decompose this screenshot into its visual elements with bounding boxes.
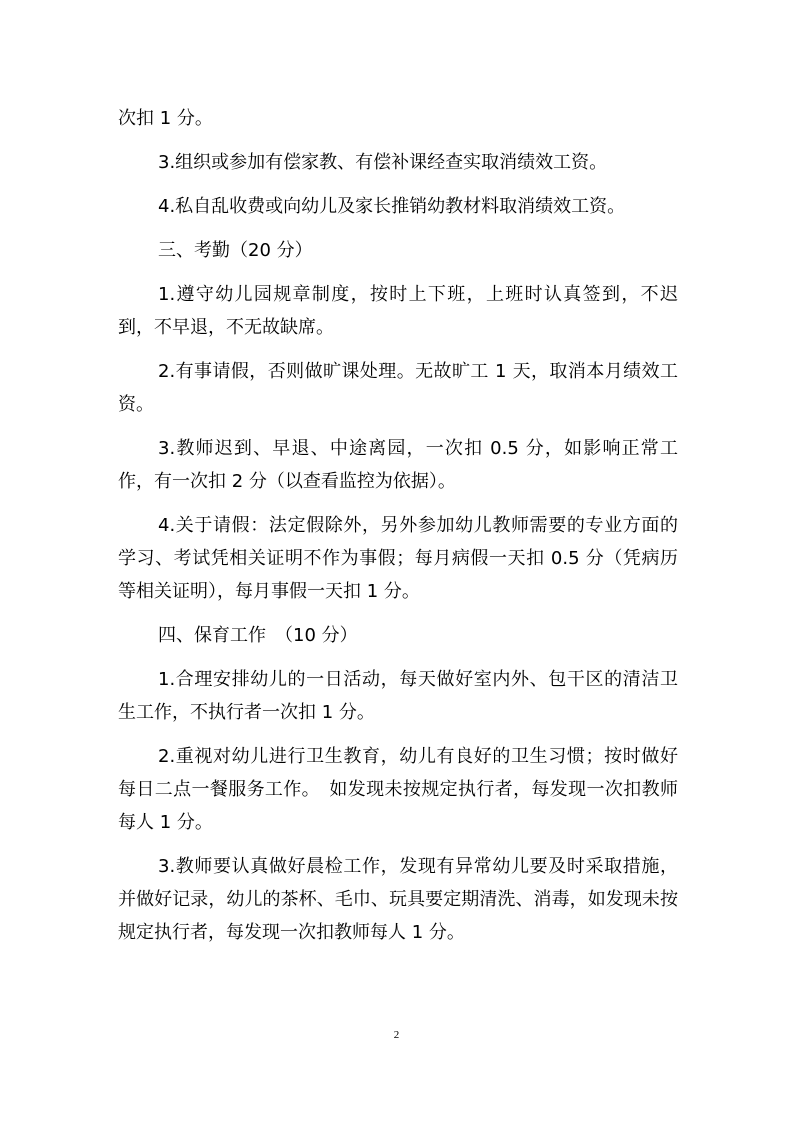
paragraph-childcare-1: 1.合理安排幼儿的一日活动，每天做好室内外、包干区的清洁卫生工作，不执行者一次扣 1 分。 bbox=[118, 669, 678, 723]
section-heading-attendance: 三、考勤（20 分） bbox=[158, 240, 313, 261]
paragraph-continuation: 次扣 1 分。 bbox=[118, 108, 213, 129]
section-heading-childcare: 四、保育工作 （10 分） bbox=[158, 625, 358, 646]
paragraph-attendance-4: 4.关于请假：法定假除外，另外参加幼儿教师需要的专业方面的学习、考试凭相关证明不作为事假；每月病假一天扣 0.5 分（凭病历等相关证明），每月事假一天扣 1 分。 bbox=[118, 515, 678, 602]
paragraph-attendance-3: 3.教师迟到、早退、中途离园，一次扣 0.5 分，如影响正常工作，有一次扣 2 分（以查看监控为依据）。 bbox=[118, 438, 678, 492]
paragraph-attendance-2: 2.有事请假，否则做旷课处理。无故旷工 1 天，取消本月绩效工资。 bbox=[118, 361, 678, 415]
document-body bbox=[118, 102, 678, 949]
paragraph-childcare-3: 3.教师要认真做好晨检工作，发现有异常幼儿要及时采取措施，并做好记录，幼儿的茶杯、毛巾、玩具要定期清洗、消毒，如发现未按规定执行者，每发现一次扣教师每人 1 分。 bbox=[118, 856, 678, 943]
page-number: 2 bbox=[393, 1029, 400, 1041]
paragraph-childcare-2: 2.重视对幼儿进行卫生教育，幼儿有良好的卫生习惯；按时做好每日二点一餐服务工作。 如发现未按规定执行者，每发现一次扣教师每人 1 分。 bbox=[118, 746, 678, 833]
paragraph-attendance-1: 1.遵守幼儿园规章制度，按时上下班，上班时认真签到，不迟到，不早退，不无故缺席。 bbox=[118, 284, 678, 338]
paragraph-item-3: 3.组织或参加有偿家教、有偿补课经查实取消绩效工资。 bbox=[158, 152, 608, 173]
paragraph-item-4: 4.私自乱收费或向幼儿及家长推销幼教材料取消绩效工资。 bbox=[158, 196, 626, 217]
